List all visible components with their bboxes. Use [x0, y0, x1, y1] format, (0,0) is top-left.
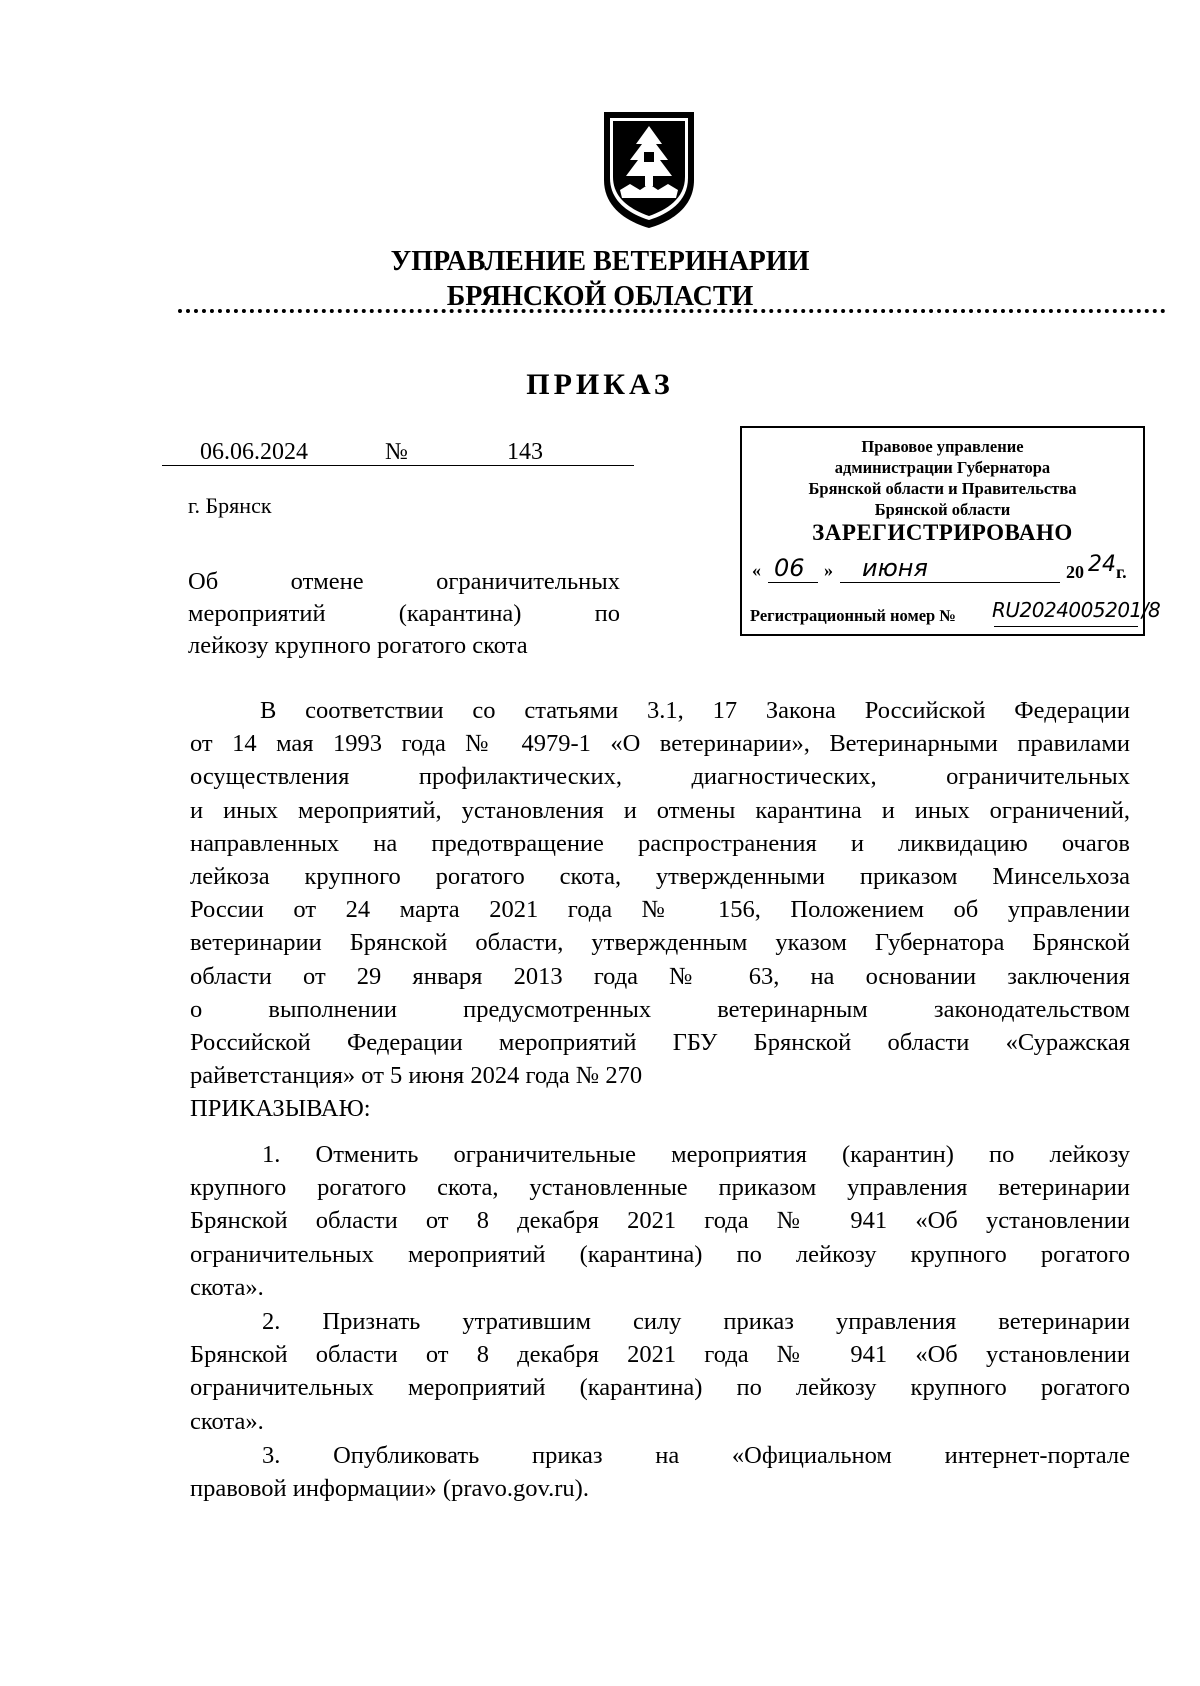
text-line: крупного рогатого скота, установленные приказом управления ветеринарии [190, 1174, 1130, 1202]
text-line: 1. Отменить ограничительные мероприятия (карантин) по лейкозу [262, 1141, 1130, 1168]
organization-name-line1: УПРАВЛЕНИЕ ВЕТЕРИНАРИИ [390, 246, 810, 277]
date-underline [162, 465, 634, 466]
order-date: 06.06.2024 [200, 439, 308, 465]
text-line: ограничительных мероприятий (карантина) по лейкозу крупного рогатого [190, 1374, 1130, 1402]
text-line: Брянской области от 8 декабря 2021 года № 941 «Об установлении [190, 1207, 1130, 1235]
text-line: о выполнении предусмотренных ветеринарным законодательством [190, 995, 1130, 1023]
text-line: Российской Федерации мероприятий ГБУ Брянской области «Суражская [190, 1029, 1130, 1057]
text-line: и иных мероприятий, установления и отмены карантина и иных ограничений, [190, 796, 1130, 824]
text-line: лейкоза крупного рогатого скота, утвержденными приказом Минсельхоза [190, 863, 1130, 891]
stamp-reg-label: Регистрационный номер № [750, 606, 956, 625]
stamp-day-underline [768, 582, 818, 583]
text-line: направленных на предотвращение распространения и ликвидацию очагов [190, 829, 1130, 857]
text-line: ветеринарии Брянской области, утвержденным указом Губернатора Брянской [190, 929, 1130, 957]
text-line: Брянской области от 8 декабря 2021 года № 941 «Об установлении [190, 1341, 1130, 1369]
stamp-open-quote: « [752, 560, 761, 580]
text-line: осуществления профилактических, диагностических, ограничительных [190, 763, 1130, 791]
order-item-3 [190, 1439, 1130, 1505]
stamp-reg-row [742, 598, 1161, 630]
stamp-day: 06 [774, 554, 805, 582]
preamble [190, 694, 1130, 1126]
stamp-year-prefix: 20 [1066, 562, 1084, 582]
stamp-month-underline [840, 582, 1060, 583]
text-line: России от 24 марта 2021 года № 156, Положением об управлении [190, 896, 1130, 924]
subject-word: мероприятий [188, 600, 326, 627]
stamp-reg-number: RU2024005201/8 [992, 598, 1161, 622]
city: г. Брянск [188, 493, 272, 518]
order-item-2 [190, 1305, 1130, 1438]
bryansk-coat-of-arms-icon [600, 110, 698, 230]
organization-name-line2: БРЯНСКОЙ ОБЛАСТИ [446, 281, 754, 312]
text-line: правовой информации» (pravo.gov.ru). [190, 1475, 589, 1503]
subject-word: (карантина) [398, 600, 522, 627]
text-line: райветстанция» от 5 июня 2024 года № 270 [190, 1062, 643, 1090]
subject-word: ограничительных [436, 568, 620, 595]
order-subject [188, 566, 620, 662]
header-divider [178, 309, 1166, 313]
stamp-registered: ЗАРЕГИСТРИРОВАНО [812, 520, 1073, 545]
stamp-line: Правовое управление [861, 437, 1024, 456]
stamp-line: Брянской области [874, 500, 1011, 519]
stamp-line: администрации Губернатора [834, 458, 1051, 477]
subject-word: Об [188, 568, 219, 595]
text-line: 2. Признать утратившим силу приказ управления ветеринарии [262, 1308, 1130, 1335]
order-number-sign: № [385, 439, 408, 465]
subject-word: по [594, 600, 620, 627]
stamp-reg-underline [994, 626, 1138, 627]
order-item-1 [190, 1138, 1130, 1304]
order-number: 143 [507, 439, 543, 465]
text-line: 3. Опубликовать приказ на «Официальном интернет-портале [262, 1442, 1130, 1469]
text-line: скота». [190, 1407, 264, 1435]
stamp-line: Брянской области и Правительства [808, 479, 1077, 498]
text-line: ограничительных мероприятий (карантина) по лейкозу крупного рогатого [190, 1240, 1130, 1268]
text-line: от 14 мая 1993 года № 4979-1 «О ветеринарии», Ветеринарными правилами [190, 730, 1130, 758]
subject-line: лейкозу крупного рогатого скота [188, 632, 528, 659]
subject-word: отмене [290, 568, 364, 595]
stamp-year-unit: г. [1116, 562, 1127, 582]
registration-stamp [740, 426, 1161, 636]
text-line: области от 29 января 2013 года № 63, на основании заключения [190, 962, 1130, 990]
document-title: ПРИКАЗ [526, 368, 674, 401]
text-line: скота». [190, 1273, 264, 1301]
stamp-month: июня [862, 554, 928, 582]
order-word: ПРИКАЗЫВАЮ: [190, 1095, 371, 1123]
stamp-close-quote: » [824, 560, 833, 580]
text-line: В соответствии со статьями 3.1, 17 Закона Российской Федерации [260, 697, 1130, 724]
stamp-year-suffix: 24 [1088, 552, 1116, 577]
stamp-date-row [742, 552, 1143, 590]
